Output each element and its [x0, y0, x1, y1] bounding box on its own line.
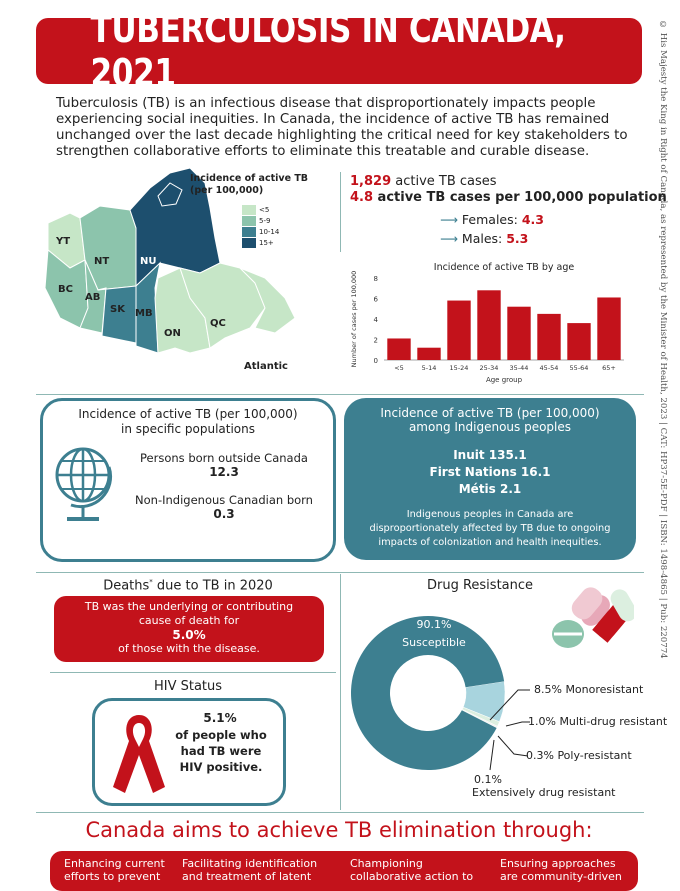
- x-axis-label: Age group: [485, 376, 523, 384]
- map-label-yt: YT: [56, 236, 71, 247]
- x-tick-label: 25-34: [479, 364, 499, 372]
- hiv-value: 5.1%: [203, 711, 237, 725]
- legend-swatch: [242, 216, 256, 226]
- stat-males: ⟶ Males: 5.3: [440, 231, 529, 246]
- legend-swatch: [242, 205, 256, 215]
- callout-polyresistant: 0.3% Poly-resistant: [526, 749, 632, 762]
- map-legend: [242, 205, 302, 249]
- elimination-item: Facilitating identification and treatment of latent: [182, 857, 318, 883]
- map-label-qc: QC: [210, 318, 226, 329]
- deaths-box: [54, 596, 324, 662]
- x-tick-label: <5: [394, 364, 404, 372]
- deaths-text-end: of those with the disease.: [118, 642, 260, 655]
- legend-label: <5: [259, 206, 270, 214]
- age-chart: [342, 258, 632, 390]
- y-tick-label: 4: [373, 316, 378, 324]
- canada-map-svg: [40, 168, 300, 378]
- canada-map: [40, 168, 300, 378]
- legend-item: [242, 216, 302, 227]
- x-tick-label: 15-24: [449, 364, 469, 372]
- deaths-text: TB was the underlying or contributing cause of death for: [84, 600, 294, 627]
- bar-55-64: [567, 323, 590, 360]
- legend-label: 10-14: [259, 228, 280, 236]
- born-outside-label: Persons born outside Canada: [140, 451, 308, 465]
- metis-value: Métis 2.1: [458, 482, 522, 496]
- divider: [340, 574, 341, 810]
- y-axis-label: Number of cases per 100,000: [350, 270, 358, 368]
- map-label-bc: BC: [58, 284, 73, 295]
- elimination-item: Enhancing current efforts to prevent: [64, 857, 165, 883]
- hiv-title: HIV Status: [153, 679, 223, 694]
- map-label-sk: SK: [110, 304, 125, 315]
- divider: [36, 394, 644, 395]
- non-indigenous-label: Non-Indigenous Canadian born: [135, 493, 313, 507]
- map-label-on: ON: [164, 328, 181, 339]
- inuit-value: Inuit 135.1: [453, 448, 527, 462]
- born-outside-value: 12.3: [209, 465, 239, 479]
- specific-populations-box: [40, 398, 336, 562]
- indigenous-title: Incidence of active TB (per 100,000) among Indigenous peoples: [380, 406, 600, 434]
- divider: [340, 172, 341, 252]
- arrow-icon: ⟶: [440, 231, 458, 246]
- legend-item: [242, 205, 302, 216]
- intro-paragraph: Tuberculosis (TB) is an infectious disease that disproportionately impacts people experiencing social inequities. In Canada, the incidence of active TB has remained unchanged over the last decade highlighting the critical need for key stakeholders to strengthen collaborative efforts to eliminate this treatable and curable disease.: [56, 96, 628, 159]
- divider: [36, 572, 644, 573]
- bar-<5: [387, 338, 410, 360]
- y-tick-label: 2: [373, 336, 378, 345]
- x-tick-label: 5-14: [421, 364, 437, 372]
- map-label-nu: NU: [140, 256, 157, 267]
- callout-xdr-label: Extensively drug resistant: [472, 786, 616, 799]
- legend-label: 15+: [259, 239, 274, 247]
- bar-25-34: [477, 290, 500, 360]
- map-label-nt: NT: [94, 256, 110, 267]
- bar-65+: [597, 297, 620, 360]
- bar-35-44: [507, 307, 530, 360]
- deaths-value: 5.0%: [172, 628, 206, 642]
- legend-label: 5-9: [259, 217, 271, 225]
- elimination-item: Championing collaborative action to: [350, 857, 474, 883]
- globe-icon: [51, 433, 115, 533]
- y-tick-label: 0: [373, 357, 378, 365]
- stat-rate: 4.8 active TB cases per 100,000 population: [350, 190, 667, 205]
- x-tick-label: 55-64: [569, 364, 589, 372]
- y-tick-label: 8: [373, 275, 378, 283]
- arrow-icon: ⟶: [440, 212, 458, 227]
- stat-females: ⟶ Females: 4.3: [440, 212, 544, 227]
- elimination-heading: Canada aims to achieve TB elimination through:: [85, 818, 593, 842]
- callout-monoresistant: 8.5% Monoresistant: [534, 683, 644, 696]
- map-label-ab: AB: [85, 292, 101, 303]
- populations-title: Incidence of active TB (per 100,000) in specific populations: [78, 407, 298, 436]
- pill-icon: [550, 584, 634, 656]
- susceptible-pct: 90.1%: [416, 618, 452, 631]
- indigenous-box: [344, 398, 636, 560]
- x-tick-label: 65+: [602, 364, 616, 372]
- legend-swatch: [242, 238, 256, 248]
- hiv-text: of people who had TB were HIV positive.: [175, 728, 267, 774]
- indigenous-note: Indigenous peoples in Canada are disproportionately affected by TB due to ongoing impacts of colonization and health inequities.: [369, 509, 611, 548]
- callout-xdr-pct: 0.1%: [474, 773, 502, 786]
- legend-item: [242, 238, 302, 249]
- elimination-item: Ensuring approaches are community-driven: [500, 857, 622, 883]
- copyright-text: © His Majesty the King in Right of Canada, as represented by the Minister of Health, 2023 | CAT: HP37-5E-PDF | ISBN: 1498-4865 | Pub: 220774: [658, 20, 668, 659]
- age-chart-svg: [342, 258, 632, 390]
- stat-total-cases: 1,829 active TB cases: [350, 174, 497, 189]
- hiv-box: [92, 698, 286, 806]
- susceptible-label: Susceptible: [402, 636, 466, 649]
- first-nations-value: First Nations 16.1: [429, 465, 551, 479]
- callout-multidrug: 1.0% Multi-drug resistant: [528, 715, 668, 728]
- deaths-title: Deaths* due to TB in 2020: [103, 578, 273, 594]
- page-title: TUBERCULOSIS IN CANADA, 2021: [90, 7, 566, 95]
- drug-resistance-title: Drug Resistance: [426, 578, 534, 593]
- map-label-mb: MB: [135, 308, 153, 319]
- map-legend-title: Incidence of active TB (per 100,000): [190, 173, 309, 196]
- bar-15-24: [447, 301, 470, 360]
- chart-title: Incidence of active TB by age: [433, 262, 575, 273]
- divider: [36, 812, 644, 813]
- bar-5-14: [417, 348, 440, 360]
- legend-swatch: [242, 227, 256, 237]
- bar-45-54: [537, 314, 560, 360]
- legend-item: [242, 227, 302, 238]
- divider: [50, 672, 336, 673]
- title-banner: [36, 7, 642, 95]
- y-tick-label: 6: [373, 295, 378, 304]
- map-label-atlantic: Atlantic: [244, 361, 288, 372]
- x-tick-label: 35-44: [509, 364, 529, 372]
- x-tick-label: 45-54: [539, 364, 559, 372]
- ribbon-icon: [109, 707, 169, 801]
- non-indigenous-value: 0.3: [213, 507, 235, 521]
